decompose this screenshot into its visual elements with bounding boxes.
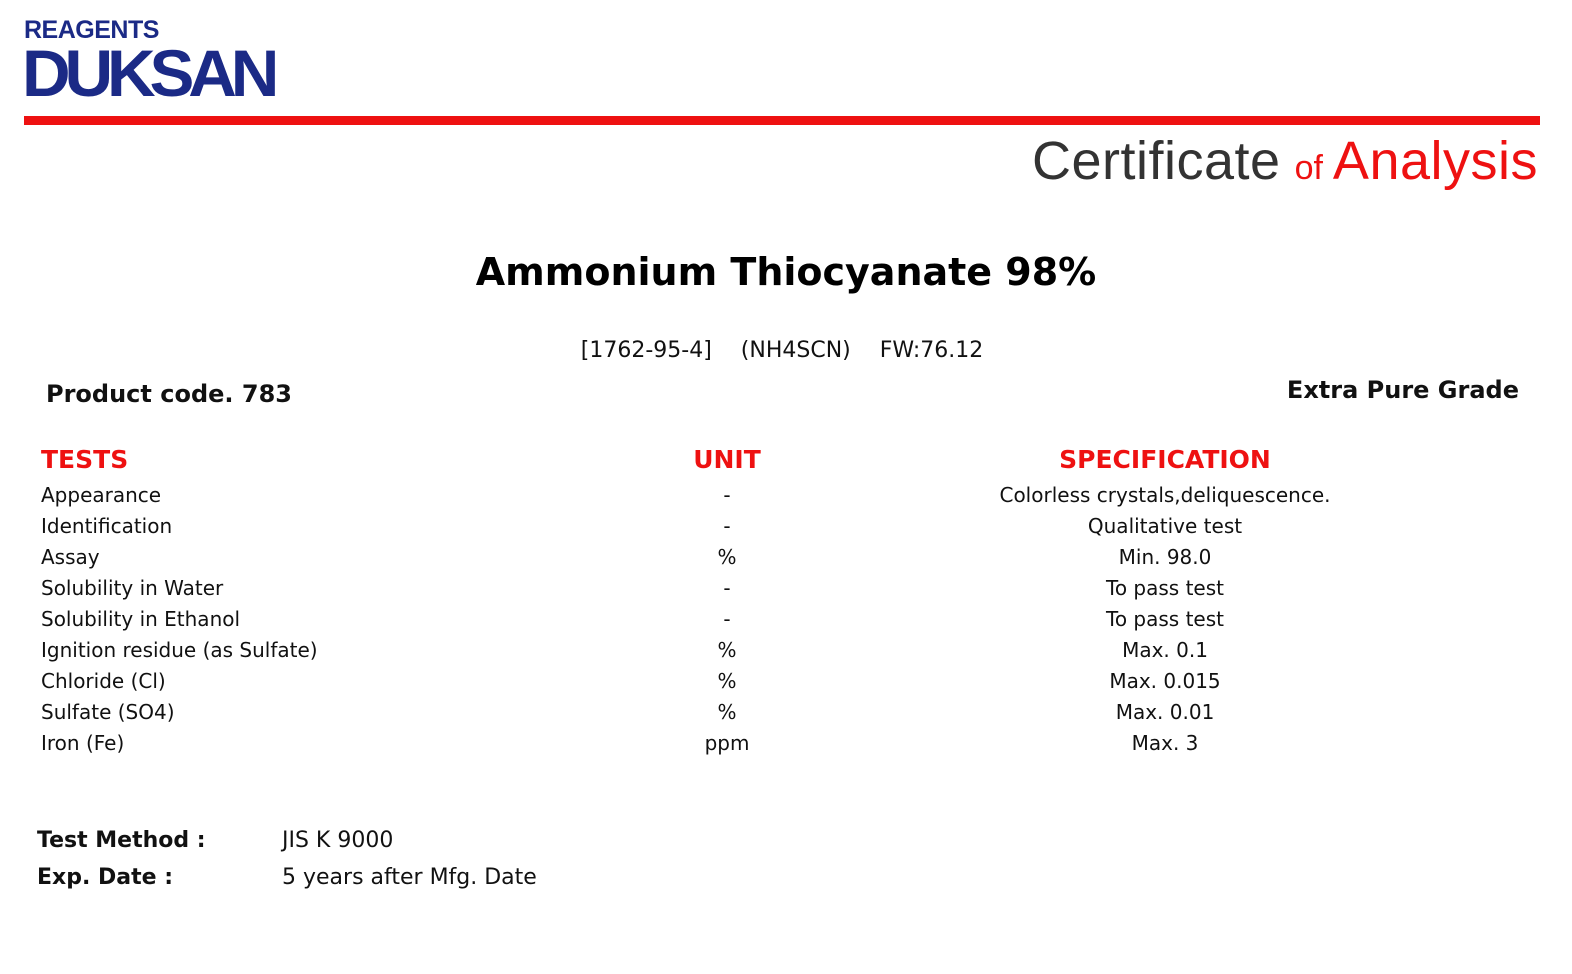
table-row xyxy=(0,635,1572,666)
certificate-title-analysis: Analysis xyxy=(1332,131,1538,191)
test-unit: ppm xyxy=(704,731,750,755)
test-name: Iron (Fe) xyxy=(41,731,125,755)
test-unit: % xyxy=(717,669,737,693)
table-row xyxy=(0,604,1572,635)
table-row xyxy=(0,573,1572,604)
formula-weight: FW:76.12 xyxy=(879,338,984,363)
cas-number: [1762-95-4] xyxy=(580,338,712,363)
certificate-title xyxy=(1032,126,1538,210)
table-row xyxy=(0,480,1572,511)
test-specification: Max. 0.015 xyxy=(1109,669,1221,693)
test-name: Ignition residue (as Sulfate) xyxy=(41,638,318,662)
test-specification: Colorless crystals,deliquescence. xyxy=(999,483,1331,507)
test-specification: Qualitative test xyxy=(1087,514,1243,538)
test-specification: Max. 3 xyxy=(1131,731,1199,755)
table-row xyxy=(0,542,1572,573)
test-specification: Min. 98.0 xyxy=(1118,545,1212,569)
test-unit: - xyxy=(723,514,731,538)
product-meta xyxy=(0,336,1564,366)
exp-date-label: Exp. Date : xyxy=(37,865,173,890)
test-specification: Max. 0.01 xyxy=(1115,700,1215,724)
logo-duksan-text: DUKSAN xyxy=(22,36,274,110)
duksan-logo xyxy=(24,16,284,110)
table-row xyxy=(0,511,1572,542)
test-name: Assay xyxy=(41,545,100,569)
test-unit: - xyxy=(723,576,731,600)
certificate-title-word: Certificate xyxy=(1031,131,1281,191)
product-grade: Extra Pure Grade xyxy=(1286,376,1519,404)
exp-date-value: 5 years after Mfg. Date xyxy=(282,865,537,890)
header-unit: UNIT xyxy=(693,445,761,474)
test-name: Sulfate (SO4) xyxy=(41,700,175,724)
test-name: Appearance xyxy=(41,483,162,507)
test-method-label: Test Method : xyxy=(37,828,206,853)
test-unit: - xyxy=(723,483,731,507)
table-row xyxy=(0,697,1572,728)
logo-reagents-text: REAGENTS xyxy=(24,16,159,44)
chemical-formula: (NH4SCN) xyxy=(740,338,851,363)
test-unit: % xyxy=(717,638,737,662)
header-red-rule xyxy=(24,116,1540,125)
product-code: Product code. 783 xyxy=(46,380,292,408)
table-row xyxy=(0,728,1572,759)
test-name: Identification xyxy=(41,514,173,538)
specification-table xyxy=(0,440,1572,759)
test-unit: - xyxy=(723,607,731,631)
certificate-title-of: of xyxy=(1294,149,1323,187)
test-unit: % xyxy=(717,545,737,569)
test-unit: % xyxy=(717,700,737,724)
test-name: Chloride (Cl) xyxy=(41,669,166,693)
test-method-value: JIS K 9000 xyxy=(282,828,394,853)
test-name: Solubility in Water xyxy=(41,576,224,600)
table-row xyxy=(0,666,1572,697)
test-specification: To pass test xyxy=(1106,607,1224,631)
header-tests: TESTS xyxy=(41,445,129,474)
header-specification: SPECIFICATION xyxy=(1059,445,1271,474)
table-header-row xyxy=(0,440,1572,480)
test-specification: To pass test xyxy=(1106,576,1224,600)
test-specification: Max. 0.1 xyxy=(1122,638,1208,662)
test-name: Solubility in Ethanol xyxy=(41,607,241,631)
product-name: Ammonium Thiocyanate 98% xyxy=(475,250,1097,294)
